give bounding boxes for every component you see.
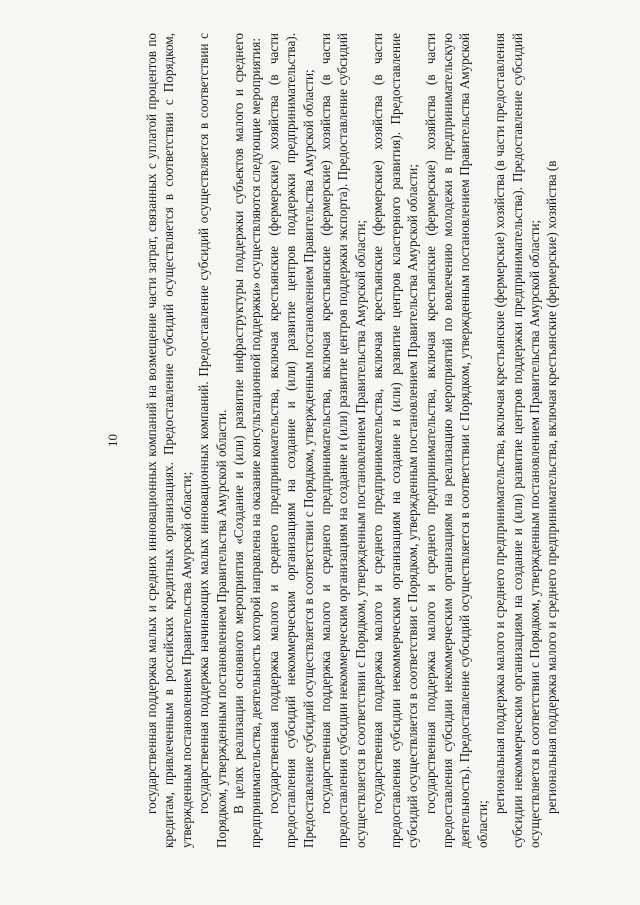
paragraph: государственная поддержка малого и среднего предпринимательства, включая крестьянские (фермерские) хозяйства (в части предоставления субсидии некоммерческим организациям на создание и (или) развитие центров кластерного развития). Предоставление субсидий осуществляется в соответствии с Порядком, утвержденным постановлением Правительства Амурской области; bbox=[370, 33, 421, 848]
page-number: 10 bbox=[105, 434, 120, 447]
body-text bbox=[143, 33, 561, 848]
paragraph: государственная поддержка малого и среднего предпринимательства, включая крестьянские (фермерские) хозяйства (в части предоставления субсидий некоммерческим организациям на создание и (или) развитие центров поддержки предпринимательства). Предоставление субсидий осуществляется в соответствии с Порядком, утвержденным постановлением Правительства Амурской области; bbox=[265, 33, 316, 848]
rotated-content bbox=[105, 33, 560, 848]
paragraph: государственная поддержка малых и средних инновационных компаний на возмещение части затрат, связанных с уплатой процентов по кредитам, привлеченным в российских кредитных организациях. Предоставление субсидий осуществляется в соответствии с Порядком, утвержденным постановлением Правительства Амурской области; bbox=[144, 33, 194, 848]
paragraph: региональная поддержка малого и среднего предпринимательства, включая крестьянские (фермерские) хозяйства (в части предоставления субсидии некоммерческим организациям на создание и (или) развитие центров поддержки предпринимательства). Предоставление субсидий осуществляется в соответствии с Порядком, утвержденным постановлением Правительства Амурской области; bbox=[492, 33, 542, 848]
paragraph: государственная поддержка начинающих малых инновационных компаний. Предоставление субсидий осуществляется в соответствии с Порядком, утвержденным постановлением Правительства Амурской области. bbox=[196, 33, 229, 848]
paragraph: государственная поддержка малого и среднего предпринимательства, включая крестьянские (фермерские) хозяйства (в части предоставления субсидии некоммерческим организациям на создание и (или) развитие центров поддержки экспорта). Предоставление субсидий осуществляется в соответствии с Порядком, утвержденным постановлением Правительства Амурской области; bbox=[318, 33, 368, 848]
paragraph: В целях реализации основного мероприятия «Создание и (или) развитие инфраструктуры поддержки субъектов малого и среднего предпринимательства, деятельность которой направлена на оказание консультационной поддержки» осуществляются следующие мероприятия: bbox=[231, 33, 264, 848]
paragraph: региональная поддержка малого и среднего предпринимательства, включая крестьянские (фермерские) хозяйства (в bbox=[544, 160, 560, 814]
paragraph: государственная поддержка малого и среднего предпринимательства, включая крестьянские (фермерские) хозяйства (в части предоставления субсидии некоммерческим организациям на реализацию мероприятий по вовлечению молодежи в предпринимательскую деятельность). Предоставление субсидий осуществляется в соответствии с Порядком, утвержденным постановлением Правительства Амурской области; bbox=[422, 33, 490, 848]
